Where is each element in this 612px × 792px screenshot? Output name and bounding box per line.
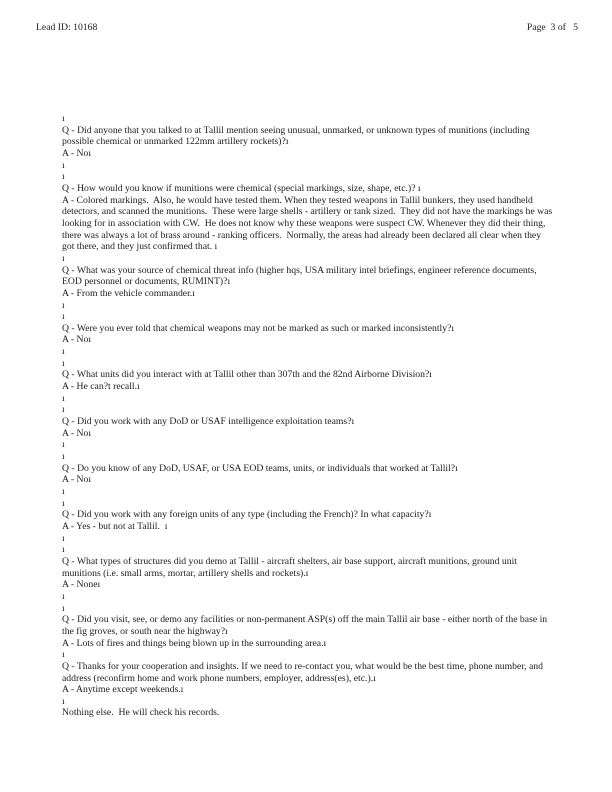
text-line: A - Noı [62, 474, 92, 486]
text-line: ı [62, 486, 65, 497]
text-line: ı [62, 451, 65, 463]
text-line: ı [62, 252, 65, 264]
text-line: ı [62, 357, 65, 369]
text-line: ı [62, 311, 65, 323]
text-line: ı [62, 649, 65, 661]
text-line: Q - How would you know if munitions were chemical (special markings, size, shape, etc.)? ı [62, 182, 421, 194]
text-line: A - Noı [62, 334, 92, 346]
text-line: Q - What was your source of chemical threat info (higher hqs, USA military intel briefings, engineer reference documents, EOD personnel or documents, RUMINT)?ı [62, 264, 540, 288]
text-line: Q - Did anyone that you talked to at Tallil mention seeing unusual, unmarked, or unknown types of munitions (including possible chemical or unmarked 122mm artillery rockets)?ı [62, 124, 532, 148]
text-line: A - Colored markings. Also, he would have tested them. When they tested weapons in Tallil bunkers, they used handheld detectors, and scanned the munitions. These were large shells - artillery or tank sized. They did not have the markings he was looking for in association with CW. He does not know why these weapons were suspect CW. Whenever they did their thing, there was always a lot of brass around - ranking officers. Normally, the areas had already been declared all clear when they got there, and they just confirmed that. ı [62, 194, 555, 253]
text-line: ı [62, 532, 65, 544]
text-line: ı [62, 602, 65, 614]
document-body [62, 113, 553, 719]
text-line: ı [62, 159, 65, 171]
text-line: A - He can?t recall.ı [62, 381, 140, 393]
text-line: A - Lots of fires and things being blown up in the surrounding area.ı [62, 637, 327, 649]
text-line: A - Noı [62, 427, 92, 439]
text-line: A - From the vehicle commander.ı [62, 287, 195, 299]
text-line: Q - Did you visit, see, or demo any facilities or non-permanent ASP(s) off the main Tallil air base - either north of the base in the fig groves, or south near the highway?ı [62, 614, 550, 637]
text-line: A - Noneı [62, 579, 101, 591]
text-line: Q - Do you know of any DoD, USAF, or USA EOD teams, units, or individuals that worked at Tallil?ı [62, 462, 458, 474]
text-line: ı [62, 497, 65, 509]
text-line: A - Anytime except weekends.ı [62, 684, 184, 696]
text-line: Q - Did you work with any DoD or USAF intelligence exploitation teams?ı [62, 416, 355, 428]
text-line: Q - Did you work with any foreign units of any type (including the French)? In what capacity?ı [62, 509, 432, 521]
lead-id: Lead ID: 10168 [36, 22, 98, 33]
text-line: ı [62, 695, 65, 707]
text-line: A - Yes - but not at Tallil. ı [62, 520, 168, 532]
page-header [0, 22, 612, 33]
text-line: Q - What units did you interact with at Tallil other than 307th and the 82nd Airborne Division?ı [62, 369, 432, 381]
text-line: ı [62, 544, 65, 556]
text-line: ı [62, 590, 65, 602]
page-number: Page 3 of 5 [526, 22, 578, 33]
text-line: Q - Thanks for your cooperation and insights. If we need to re-contact you, what would be the best time, phone number, and address (reconfirm home and work phone numbers, employer, address(es), etc.).ı [62, 660, 546, 684]
text-line: A - Noı [62, 147, 92, 159]
text-line: ı [62, 346, 65, 358]
text-line: ı [62, 171, 65, 183]
text-line: Nothing else. He will check his records. [62, 707, 220, 719]
text-line: Q - Were you ever told that chemical weapons may not be marked as such or marked inconsistently?ı [62, 322, 455, 334]
text-line: ı [62, 439, 65, 451]
text-line: ı [62, 299, 65, 311]
text-line: ı [62, 404, 65, 416]
text-line: ı [62, 113, 65, 124]
text-line: Q - What types of structures did you demo at Tallil - aircraft shelters, air base support, aircraft munitions, ground unit munitions (i.e. small arms, mortar, artillery shells and rockets).ı [62, 555, 520, 579]
text-line: ı [62, 392, 65, 404]
